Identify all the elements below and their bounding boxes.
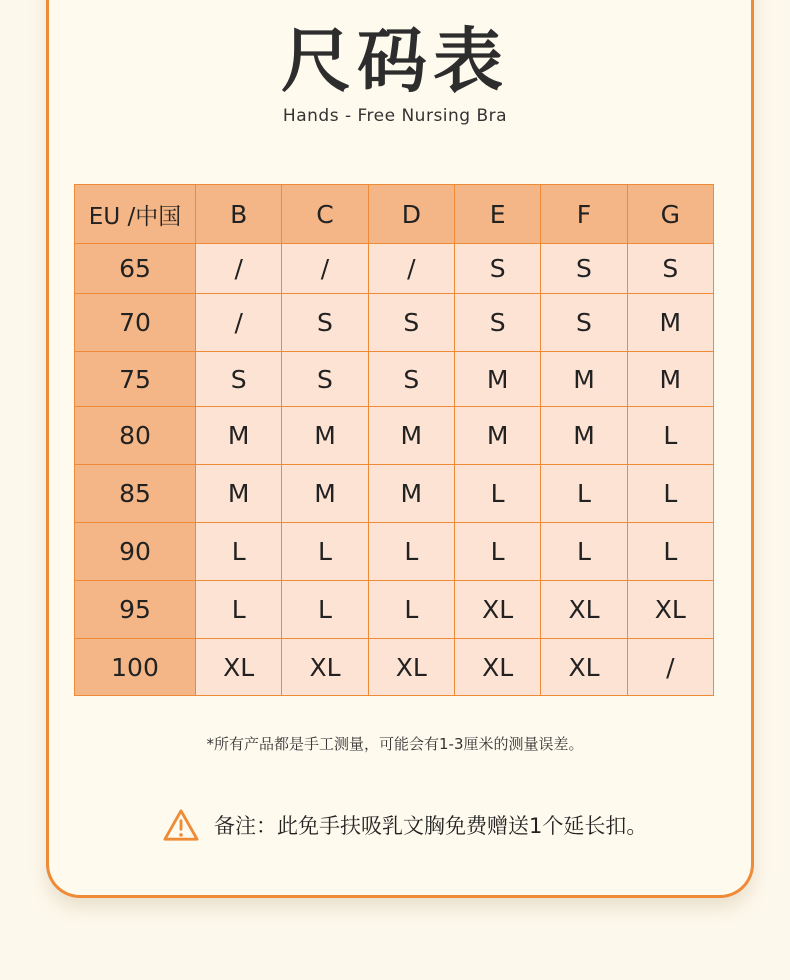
size-cell: XL — [541, 639, 627, 696]
table-row — [75, 352, 714, 407]
row-header-band: 75 — [75, 352, 196, 407]
warning-icon — [162, 808, 200, 842]
column-header: C — [282, 185, 368, 244]
size-cell: S — [541, 294, 627, 352]
size-cell: XL — [627, 581, 713, 639]
size-cell: L — [196, 581, 282, 639]
size-cell: L — [627, 407, 713, 465]
size-cell: M — [368, 465, 454, 523]
size-cell: M — [454, 352, 540, 407]
remark-text: 备注：此免手扶吸乳文胸免费赠送1个延长扣。 — [214, 814, 648, 838]
size-cell: S — [541, 244, 627, 294]
table-header-row — [75, 185, 714, 244]
size-cell: / — [196, 294, 282, 352]
size-cell: / — [282, 244, 368, 294]
remark — [162, 805, 647, 845]
column-header: B — [196, 185, 282, 244]
size-cell: L — [282, 581, 368, 639]
size-cell: M — [627, 352, 713, 407]
size-cell: XL — [196, 639, 282, 696]
size-cell: M — [282, 465, 368, 523]
row-header-band: 95 — [75, 581, 196, 639]
column-header: G — [627, 185, 713, 244]
size-cell: S — [454, 294, 540, 352]
size-cell: L — [627, 465, 713, 523]
size-cell: / — [368, 244, 454, 294]
row-header-band: 65 — [75, 244, 196, 294]
size-cell: M — [368, 407, 454, 465]
size-cell: S — [627, 244, 713, 294]
size-chart-table — [74, 184, 714, 696]
size-cell: / — [627, 639, 713, 696]
row-header-band: 80 — [75, 407, 196, 465]
size-cell: L — [282, 523, 368, 581]
size-cell: XL — [454, 581, 540, 639]
size-cell: L — [196, 523, 282, 581]
row-header-band: 90 — [75, 523, 196, 581]
size-cell: XL — [454, 639, 540, 696]
size-cell: M — [541, 407, 627, 465]
size-cell: L — [541, 465, 627, 523]
size-cell: S — [368, 294, 454, 352]
row-header-band: 100 — [75, 639, 196, 696]
size-cell: L — [368, 581, 454, 639]
size-cell: XL — [541, 581, 627, 639]
column-header: D — [368, 185, 454, 244]
table-row — [75, 639, 714, 696]
column-header: E — [454, 185, 540, 244]
size-cell: S — [368, 352, 454, 407]
row-header-band: 85 — [75, 465, 196, 523]
size-cell: S — [196, 352, 282, 407]
table-row — [75, 294, 714, 352]
corner-header: EU /中国 — [75, 185, 196, 244]
size-cell: M — [282, 407, 368, 465]
column-header: F — [541, 185, 627, 244]
table-row — [75, 244, 714, 294]
row-header-band: 70 — [75, 294, 196, 352]
page-title: 尺码表 — [281, 20, 509, 102]
table-row — [75, 523, 714, 581]
size-cell: L — [454, 523, 540, 581]
size-cell: M — [196, 407, 282, 465]
size-cell: L — [454, 465, 540, 523]
size-cell: / — [196, 244, 282, 294]
measurement-note: *所有产品都是手工测量，可能会有1-3厘米的测量误差。 — [206, 735, 584, 753]
table-row — [75, 407, 714, 465]
size-cell: XL — [368, 639, 454, 696]
size-cell: S — [282, 294, 368, 352]
table-row — [75, 465, 714, 523]
page-subtitle: Hands - Free Nursing Bra — [282, 106, 508, 126]
size-cell: M — [541, 352, 627, 407]
size-cell: L — [541, 523, 627, 581]
size-cell: L — [368, 523, 454, 581]
size-cell: M — [454, 407, 540, 465]
size-cell: L — [627, 523, 713, 581]
size-cell: M — [196, 465, 282, 523]
table-row — [75, 581, 714, 639]
size-cell: M — [627, 294, 713, 352]
size-cell: S — [454, 244, 540, 294]
size-cell: S — [282, 352, 368, 407]
size-cell: XL — [282, 639, 368, 696]
